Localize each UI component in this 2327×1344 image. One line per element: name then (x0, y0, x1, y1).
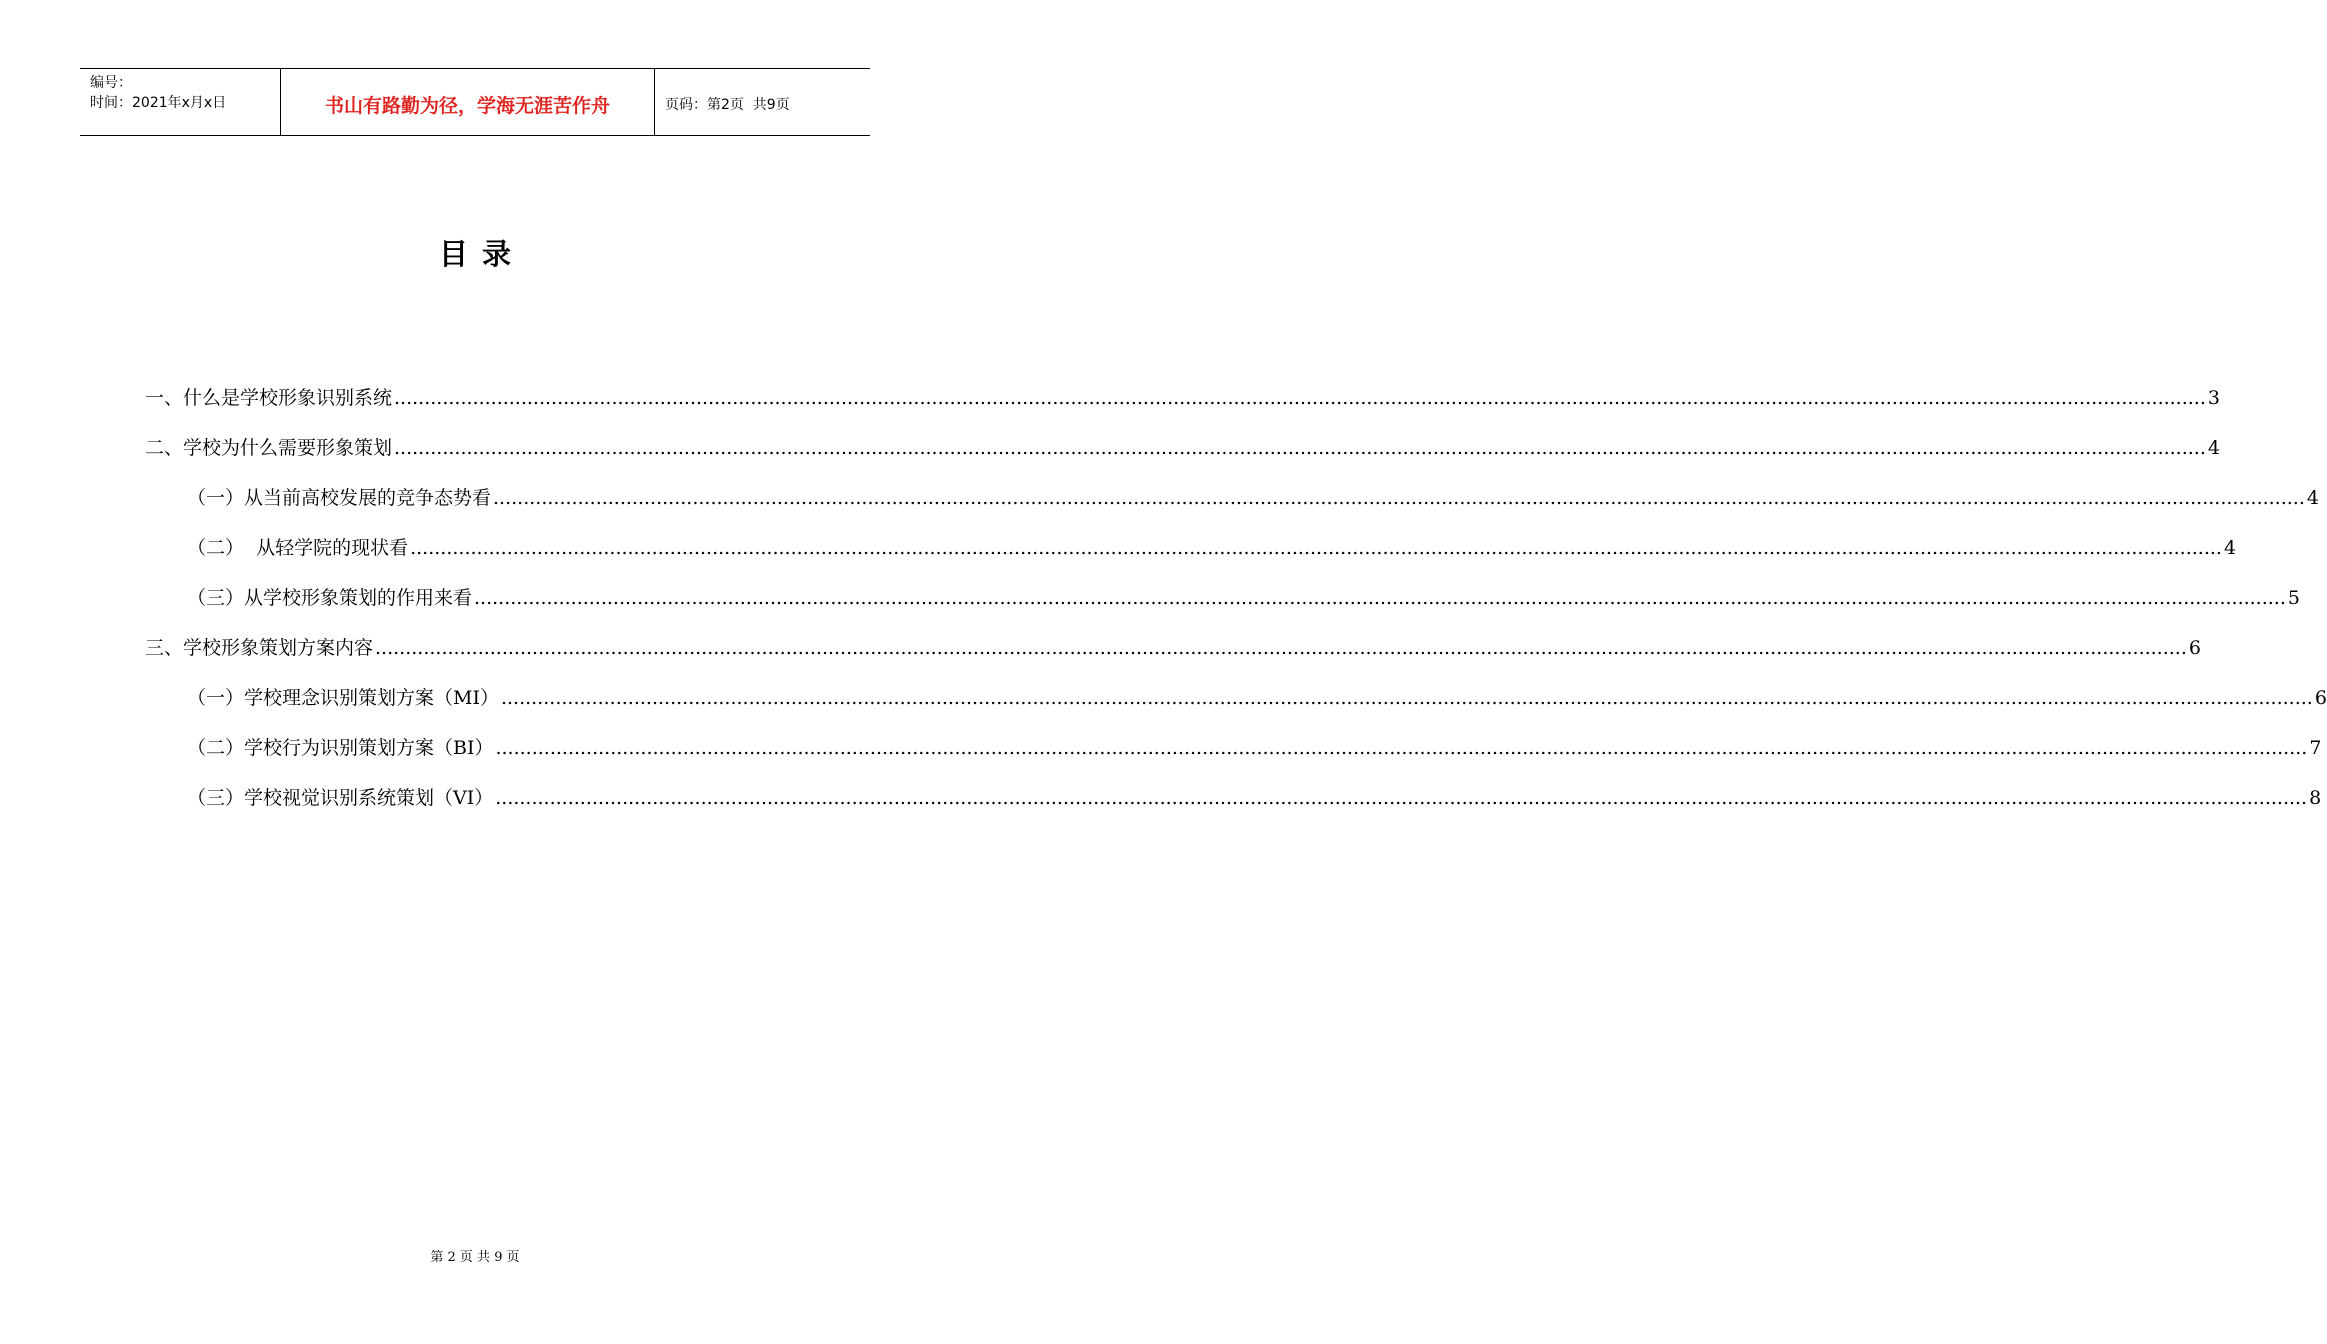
toc-entry[interactable] (145, 434, 2220, 484)
page-header (80, 68, 870, 136)
toc-entry-label: （一）学校理念识别策划方案（MI） (187, 687, 499, 709)
toc-dot-leader: ............................................................................................................................................................................................................................................................................................................ (493, 487, 2305, 509)
toc-entry-page: 6 (2314, 687, 2327, 709)
toc-entry[interactable] (145, 634, 2201, 684)
page-title: 目录 (438, 237, 525, 271)
toc-entry[interactable] (145, 384, 2220, 434)
toc-dot-leader: ............................................................................................................................................................................................................................................................................................................ (474, 587, 2286, 609)
toc-entry-label: （一）从当前高校发展的竞争态势看 (187, 487, 492, 509)
header-meta (80, 69, 281, 135)
toc-dot-leader: ............................................................................................................................................................................................................................................................................................................ (495, 737, 2308, 759)
toc-dot-leader: ............................................................................................................................................................................................................................................................................................................ (394, 437, 2206, 459)
toc-entry-page: 6 (2188, 637, 2201, 659)
toc-entry-label: （三）从学校形象策划的作用来看 (187, 587, 473, 609)
header-page-info: 页码：第2页 共9页 (665, 97, 790, 113)
table-of-contents (145, 384, 2327, 834)
toc-entry[interactable] (145, 784, 2322, 834)
toc-entry-label: （二）学校行为识别策划方案（BI） (187, 737, 494, 759)
toc-entry[interactable] (145, 584, 2300, 634)
toc-dot-leader: ............................................................................................................................................................................................................................................................................................................ (500, 687, 2313, 709)
toc-entry-label: （二） 从轻学院的现状看 (187, 537, 409, 559)
toc-entry-label: 一、什么是学校形象识别系统 (145, 387, 393, 409)
header-motto: 书山有路勤为径，学海无涯苦作舟 (281, 69, 655, 135)
toc-entry[interactable] (145, 534, 2237, 584)
toc-entry-page: 4 (2207, 437, 2220, 459)
document-time-label: 时间：2021年x月x日 (90, 95, 227, 111)
toc-entry[interactable] (145, 484, 2319, 534)
toc-entry-label: （三）学校视觉识别系统策划（VI） (187, 787, 494, 809)
toc-entry-page: 5 (2287, 587, 2300, 609)
page-footer: 第 2 页 共 9 页 (430, 1250, 520, 1265)
toc-entry-label: 三、学校形象策划方案内容 (145, 637, 374, 659)
toc-dot-leader: ............................................................................................................................................................................................................................................................................................................ (495, 787, 2308, 809)
toc-entry-page: 7 (2309, 737, 2322, 759)
toc-entry-page: 3 (2207, 387, 2220, 409)
toc-dot-leader: ............................................................................................................................................................................................................................................................................................................ (394, 387, 2206, 409)
toc-entry-label: 二、学校为什么需要形象策划 (145, 437, 393, 459)
toc-entry-page: 4 (2223, 537, 2237, 559)
toc-entry-page: 8 (2309, 787, 2322, 809)
toc-dot-leader: ............................................................................................................................................................................................................................................................................................................ (410, 537, 2222, 559)
document-number-label: 编号： (90, 75, 132, 91)
toc-entry-page: 4 (2306, 487, 2319, 509)
toc-entry[interactable] (145, 684, 2327, 734)
toc-entry[interactable] (145, 734, 2322, 784)
toc-dot-leader: ............................................................................................................................................................................................................................................................................................................ (375, 637, 2187, 659)
